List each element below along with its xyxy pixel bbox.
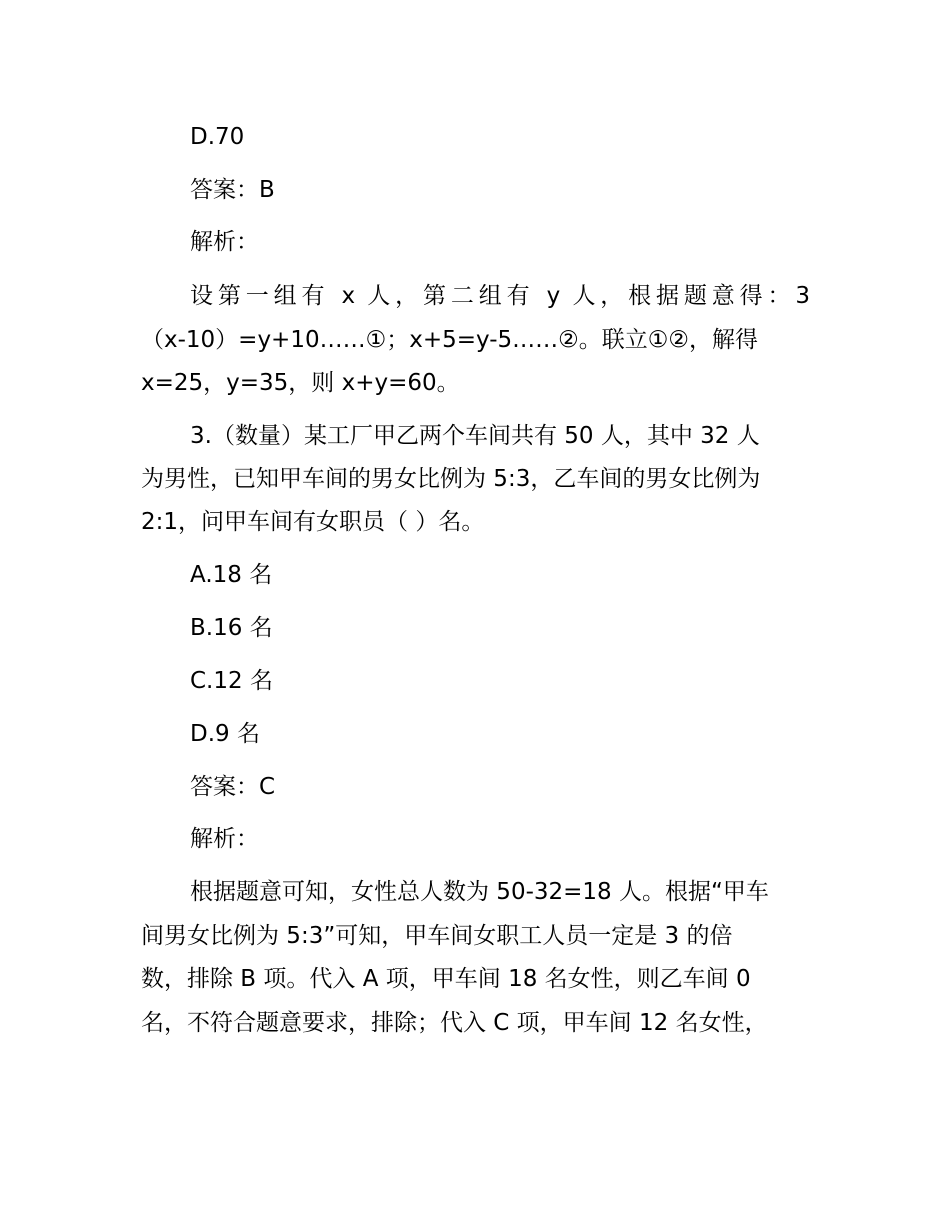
- q3-option-d: D.9 名: [190, 721, 260, 747]
- q2-analysis-line: （x-10）=y+10……①；x+5=y-5……②。联立①②，解得: [141, 327, 759, 353]
- q3-analysis-label: 解析：: [190, 826, 259, 852]
- q3-stem-line: 2:1，问甲车间有女职员（ ）名。: [141, 509, 485, 535]
- q3-analysis-line: 根据题意可知，女性总人数为 50-32=18 人。根据“甲车: [190, 879, 769, 905]
- q3-stem-line: 3.（数量）某工厂甲乙两个车间共有 50 人，其中 32 人: [190, 423, 760, 449]
- q2-analysis-label: 解析：: [190, 229, 259, 255]
- q3-analysis-line: 间男女比例为 5:3”可知，甲车间女职工人员一定是 3 的倍: [141, 923, 733, 949]
- q3-analysis-line: 名，不符合题意要求，排除；代入 C 项，甲车间 12 名女性，: [141, 1010, 768, 1036]
- q2-analysis-line: x=25，y=35，则 x+y=60。: [141, 370, 460, 396]
- q3-answer: 答案：C: [190, 774, 276, 800]
- q3-analysis-line: 数，排除 B 项。代入 A 项，甲车间 18 名女性，则乙车间 0: [141, 966, 751, 992]
- q3-stem-line: 为男性，已知甲车间的男女比例为 5:3，乙车间的男女比例为: [141, 466, 761, 492]
- q3-option-c: C.12 名: [190, 668, 273, 694]
- q2-analysis-line: 设第一组有 x 人，第二组有 y 人，根据题意得：3: [190, 283, 810, 309]
- q3-option-a: A.18 名: [190, 562, 273, 588]
- q2-answer: 答案：B: [190, 177, 275, 203]
- q2-option-d: D.70: [190, 124, 245, 150]
- q3-option-b: B.16 名: [190, 615, 273, 641]
